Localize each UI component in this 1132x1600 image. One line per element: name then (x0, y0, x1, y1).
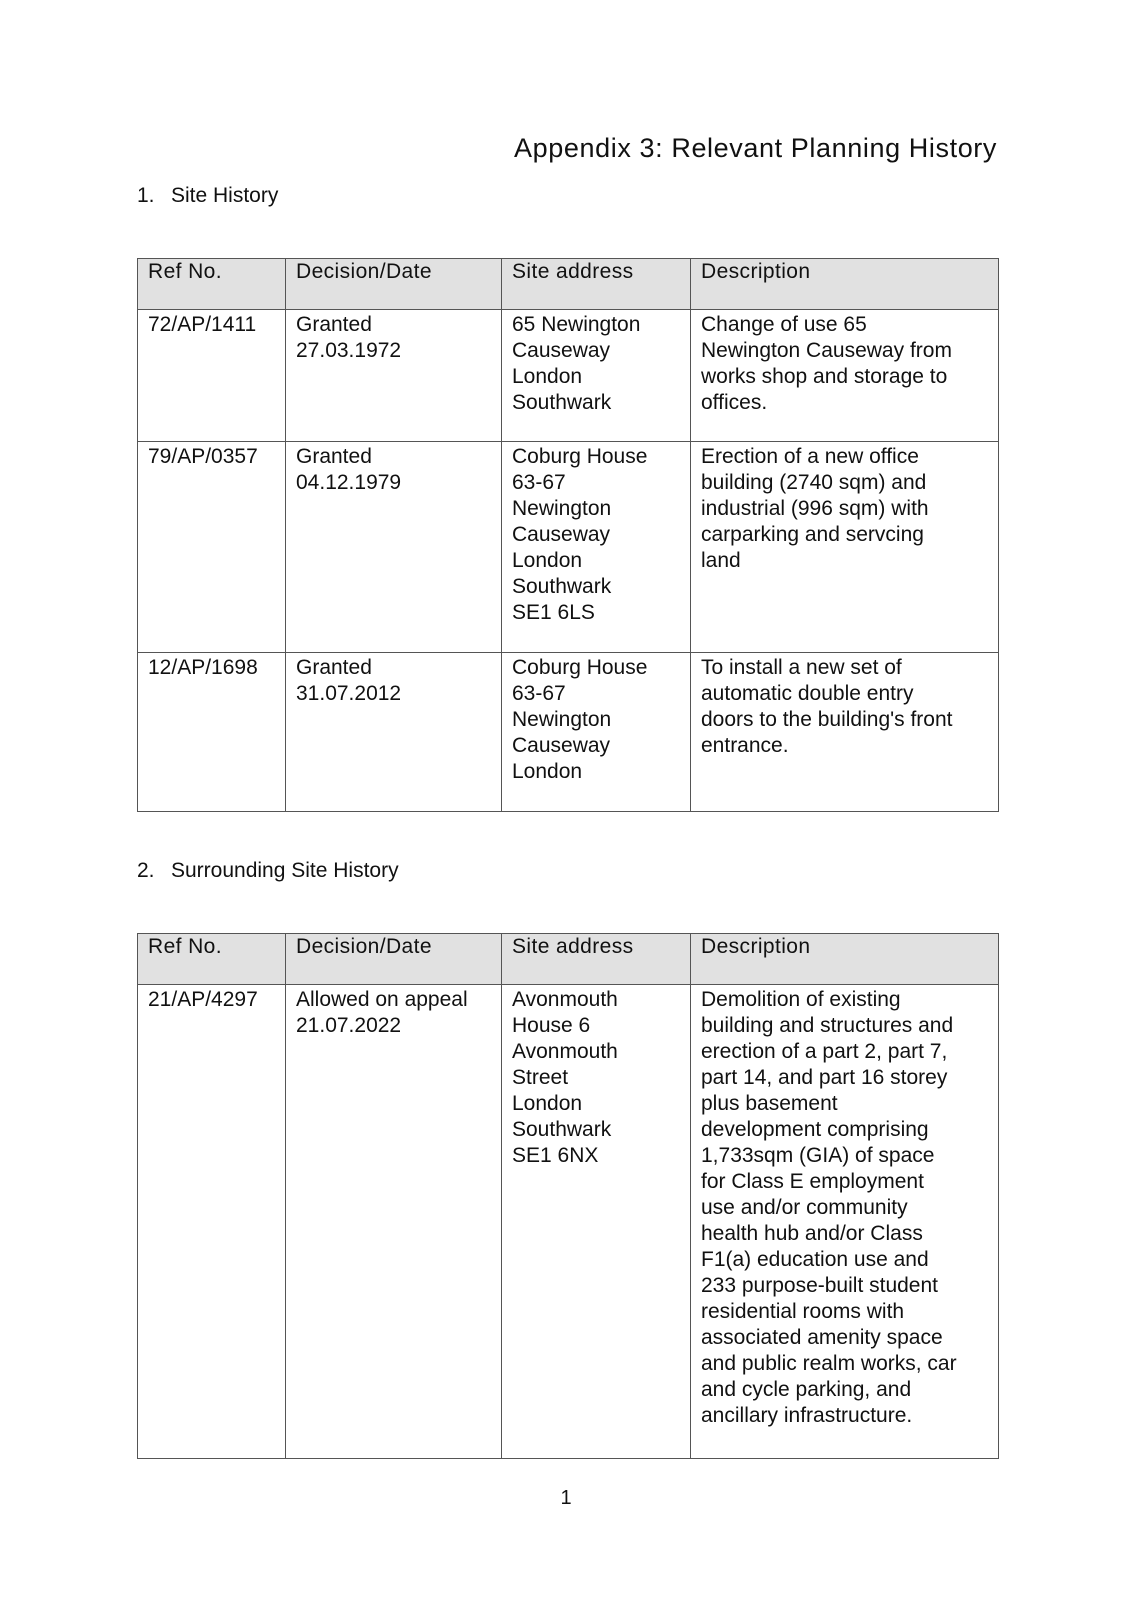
address-line: Causeway (512, 339, 611, 362)
column-header-address: Site address (502, 934, 691, 985)
description-line: To install a new set of (701, 656, 902, 679)
address-line: Avonmouth (512, 988, 618, 1011)
description-line: Change of use 65 (701, 313, 867, 336)
description-line: health hub and/or Class (701, 1222, 923, 1245)
address-line: Coburg House (512, 656, 648, 679)
decision-date: 27.03.1972 (296, 339, 402, 362)
description-line: development comprising (701, 1118, 929, 1141)
decision-status: Allowed on appeal (296, 988, 468, 1011)
section-number: 1. (137, 184, 155, 207)
description-line: plus basement (701, 1092, 838, 1115)
section-heading-site-history (137, 184, 278, 208)
description-cell (691, 985, 999, 1459)
address-line: Street (512, 1066, 569, 1089)
address-line: Newington (512, 708, 612, 731)
address-line: SE1 6LS (512, 601, 595, 624)
description-line: industrial (996 sqm) with (701, 497, 929, 520)
address-line: Coburg House (512, 445, 648, 468)
description-line: Newington Causeway from (701, 339, 952, 362)
description-line: 233 purpose-built student (701, 1274, 938, 1297)
decision-status: Granted (296, 313, 372, 336)
table-header-row (138, 934, 999, 985)
address-line: London (512, 1092, 583, 1115)
address-line: Causeway (512, 523, 611, 546)
address-cell (502, 442, 691, 653)
description-line: part 14, and part 16 storey (701, 1066, 948, 1089)
address-cell (502, 985, 691, 1459)
section-title: Site History (171, 184, 279, 207)
address-line: SE1 6NX (512, 1144, 599, 1167)
address-line: London (512, 549, 583, 572)
description-line: F1(a) education use and (701, 1248, 929, 1271)
description-line: and public realm works, car (701, 1352, 957, 1375)
description-line: associated amenity space (701, 1326, 943, 1349)
table-row (138, 442, 999, 653)
address-line: London (512, 760, 583, 783)
column-header-ref: Ref No. (138, 259, 286, 310)
table-row (138, 310, 999, 442)
ref-cell: 21/AP/4297 (138, 985, 286, 1459)
description-line: automatic double entry (701, 682, 914, 705)
description-line: works shop and storage to (701, 365, 948, 388)
ref-cell: 79/AP/0357 (138, 442, 286, 653)
description-line: doors to the building's front (701, 708, 953, 731)
description-line: land (701, 549, 741, 572)
description-line: carparking and servcing (701, 523, 924, 546)
column-header-decision: Decision/Date (286, 934, 502, 985)
column-header-description: Description (691, 259, 999, 310)
description-line: Demolition of existing (701, 988, 901, 1011)
decision-cell (286, 985, 502, 1459)
decision-cell (286, 442, 502, 653)
column-header-address: Site address (502, 259, 691, 310)
column-header-ref: Ref No. (138, 934, 286, 985)
description-cell (691, 310, 999, 442)
address-line: 63-67 (512, 471, 566, 494)
section-heading-surrounding-site-history (137, 859, 399, 883)
description-line: Erection of a new office (701, 445, 919, 468)
address-line: Southwark (512, 575, 612, 598)
column-header-description: Description (691, 934, 999, 985)
description-line: entrance. (701, 734, 789, 757)
decision-cell (286, 310, 502, 442)
ref-cell: 12/AP/1698 (138, 653, 286, 812)
address-line: London (512, 365, 583, 388)
description-cell (691, 442, 999, 653)
address-cell (502, 653, 691, 812)
address-line: Southwark (512, 1118, 612, 1141)
site-history-table (137, 258, 999, 812)
address-line: 65 Newington (512, 313, 641, 336)
description-line: use and/or community (701, 1196, 908, 1219)
address-line: Southwark (512, 391, 612, 414)
decision-status: Granted (296, 656, 372, 679)
description-line: residential rooms with (701, 1300, 905, 1323)
page-number: 1 (560, 1487, 572, 1509)
address-line: Causeway (512, 734, 611, 757)
decision-status: Granted (296, 445, 372, 468)
section-number: 2. (137, 859, 155, 882)
decision-date: 04.12.1979 (296, 471, 402, 494)
description-line: ancillary infrastructure. (701, 1404, 913, 1427)
description-line: offices. (701, 391, 768, 414)
address-line: House 6 (512, 1014, 591, 1037)
address-cell (502, 310, 691, 442)
decision-date: 31.07.2012 (296, 682, 402, 705)
address-line: Newington (512, 497, 612, 520)
description-cell (691, 653, 999, 812)
description-line: for Class E employment (701, 1170, 924, 1193)
decision-cell (286, 653, 502, 812)
column-header-decision: Decision/Date (286, 259, 502, 310)
description-line: and cycle parking, and (701, 1378, 912, 1401)
description-line: building (2740 sqm) and (701, 471, 927, 494)
ref-cell: 72/AP/1411 (138, 310, 286, 442)
table-row (138, 985, 999, 1459)
address-line: Avonmouth (512, 1040, 618, 1063)
decision-date: 21.07.2022 (296, 1014, 402, 1037)
address-line: 63-67 (512, 682, 566, 705)
description-line: 1,733sqm (GIA) of space (701, 1144, 935, 1167)
table-row (138, 653, 999, 812)
surrounding-site-history-table (137, 933, 999, 1459)
description-line: erection of a part 2, part 7, (701, 1040, 948, 1063)
page-title: Appendix 3: Relevant Planning History (514, 133, 997, 163)
description-line: building and structures and (701, 1014, 954, 1037)
table-header-row (138, 259, 999, 310)
section-title: Surrounding Site History (171, 859, 399, 882)
